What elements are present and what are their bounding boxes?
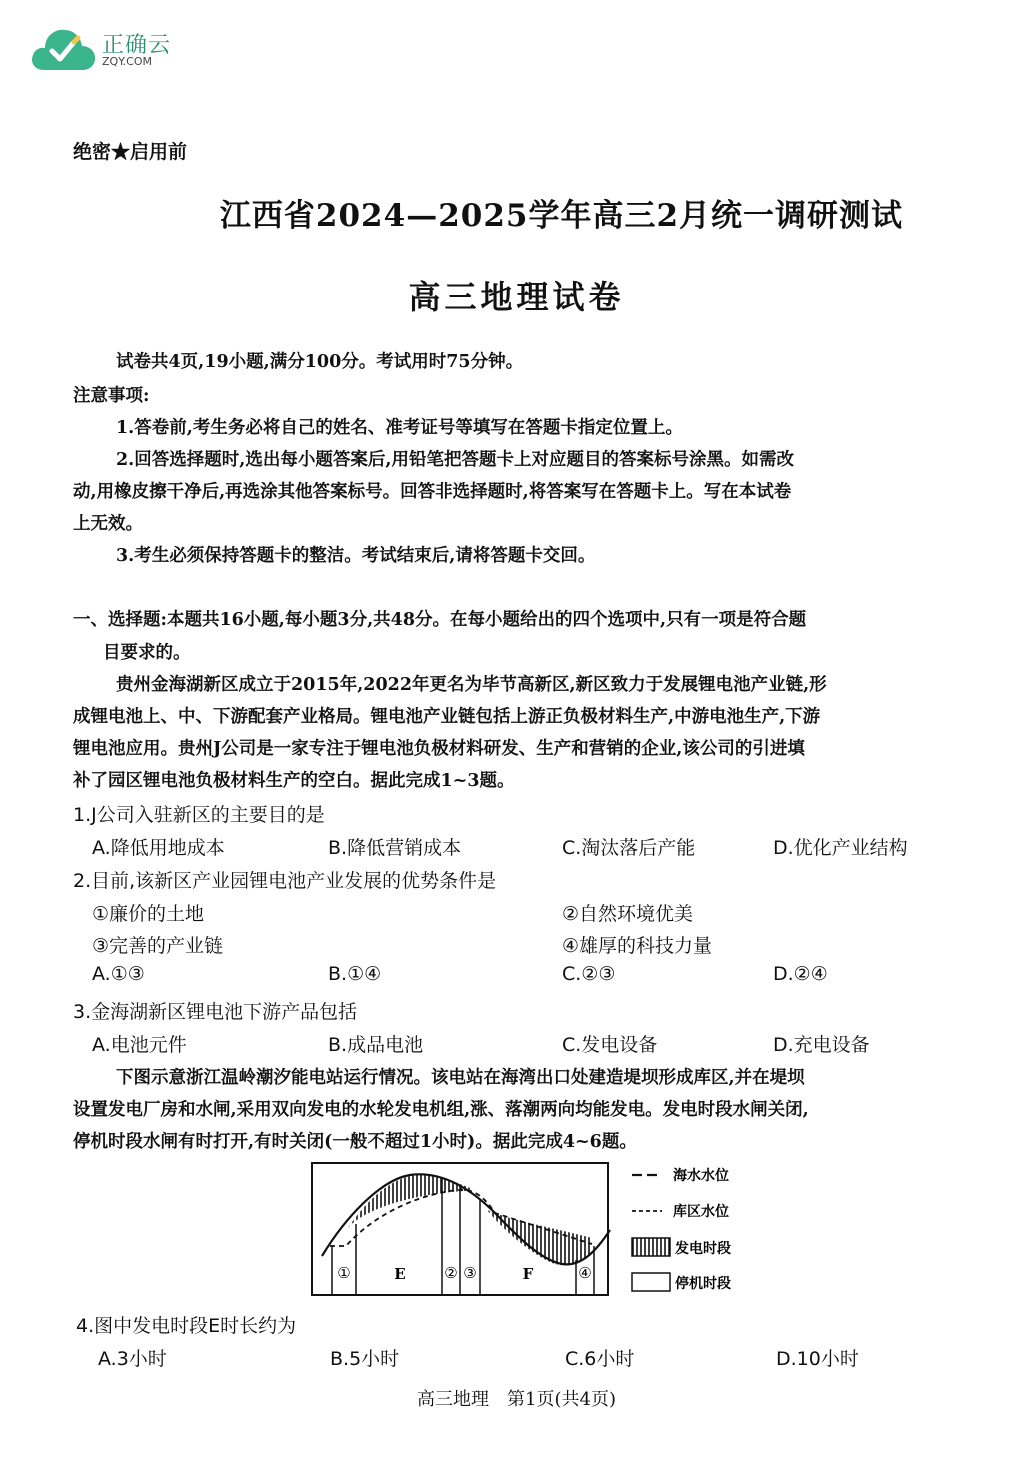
tidal-power-diagram [300, 1158, 760, 1303]
passage-1-line-3: 锂电池应用。贵州J公司是一家专注于锂电池负极材料研发、生产和营销的企业,该公司的引进填 [73, 739, 805, 759]
passage-2-line-3: 停机时段水闸有时打开,有时关闭(一般不超过1小时)。据此完成4~6题。 [73, 1132, 637, 1152]
notice-item-2-line-2: 动,用橡皮擦干净后,再选涂其他答案标号。回答非选择题时,将答案写在答题卡上。写在本试卷 [73, 482, 792, 502]
legend-generating-swatch [632, 1238, 670, 1256]
notice-item-3: 3.考生必须保持答题卡的整洁。考试结束后,请将答题卡交回。 [116, 546, 596, 566]
question-1-option-d: D.优化产业结构 [773, 837, 908, 859]
passage-2-line-2: 设置发电厂房和水闸,采用双向发电的水轮发电机组,涨、落潮两向均能发电。发电时段水闸关闭, [73, 1100, 809, 1120]
question-1-stem: 1.J公司入驻新区的主要目的是 [73, 804, 325, 826]
confidential-label: 绝密★启用前 [73, 141, 188, 163]
question-2-statement-3: ③完善的产业链 [92, 935, 224, 957]
period-label-e: E [394, 1265, 406, 1283]
brand-name-cn: 正确云 [102, 33, 172, 58]
legend-stopped-swatch [632, 1273, 670, 1291]
question-3-option-c: C.发电设备 [562, 1034, 658, 1056]
question-4-option-c: C.6小时 [565, 1348, 635, 1370]
brand-logo [30, 20, 180, 80]
exam-title: 江西省2024—2025学年高三2月统一调研测试 [219, 198, 904, 234]
period-label-4: ④ [578, 1264, 592, 1282]
question-4-option-b: B.5小时 [330, 1348, 400, 1370]
legend-reservoir-label: 库区水位 [673, 1204, 729, 1220]
notice-heading: 注意事项: [73, 386, 150, 406]
question-1-option-a: A.降低用地成本 [92, 837, 225, 859]
period-label-1: ① [337, 1264, 351, 1282]
question-2-option-a: A.①③ [92, 963, 145, 985]
question-2-stem: 2.目前,该新区产业园锂电池产业发展的优势条件是 [73, 870, 497, 892]
exam-subtitle: 高三地理试卷 [408, 278, 625, 316]
question-2-option-c: C.②③ [562, 963, 616, 985]
cloud-check-icon [30, 24, 96, 74]
exam-intro: 试卷共4页,19小题,满分100分。考试用时75分钟。 [116, 352, 524, 372]
question-4-stem: 4.图中发电时段E时长约为 [76, 1315, 297, 1337]
notice-item-2-line-1: 2.回答选择题时,选出每小题答案后,用铅笔把答题卡上对应题目的答案标号涂黑。如需改 [116, 450, 794, 470]
question-2-statement-2: ②自然环境优美 [562, 903, 694, 925]
period-label-f: F [522, 1265, 534, 1283]
section-heading-line-1: 一、选择题:本题共16小题,每小题3分,共48分。在每小题给出的四个选项中,只有一项是符合题 [73, 610, 807, 630]
page-footer: 高三地理 第1页(共4页) [417, 1389, 616, 1410]
legend-generating-label: 发电时段 [675, 1241, 731, 1257]
question-3-option-a: A.电池元件 [92, 1034, 187, 1056]
period-label-3: ③ [463, 1264, 477, 1282]
passage-2-line-1: 下图示意浙江温岭潮汐能电站运行情况。该电站在海湾出口处建造堤坝形成库区,并在堤坝 [116, 1068, 805, 1088]
passage-1-line-2: 成锂电池上、中、下游配套产业格局。锂电池产业链包括上游正负极材料生产,中游电池生产,下游 [73, 707, 821, 727]
notice-item-2-line-3: 上无效。 [73, 514, 143, 534]
notice-item-1: 1.答卷前,考生务必将自己的姓名、准考证号等填写在答题卡指定位置上。 [116, 418, 683, 438]
question-2-statement-4: ④雄厚的科技力量 [562, 935, 713, 957]
question-4-option-d: D.10小时 [776, 1348, 859, 1370]
passage-1-line-1: 贵州金海湖新区成立于2015年,2022年更名为毕节高新区,新区致力于发展锂电池产业链,形 [116, 675, 827, 695]
question-3-option-b: B.成品电池 [328, 1034, 424, 1056]
question-4-option-a: A.3小时 [98, 1348, 167, 1370]
passage-1-line-4: 补了园区锂电池负极材料生产的空白。据此完成1~3题。 [73, 771, 515, 791]
legend-stopped-label: 停机时段 [675, 1276, 731, 1292]
question-3-stem: 3.金海湖新区锂电池下游产品包括 [73, 1001, 358, 1023]
question-1-option-b: B.降低营销成本 [328, 837, 462, 859]
question-2-option-d: D.②④ [773, 963, 828, 985]
section-heading-line-2: 目要求的。 [103, 643, 191, 663]
legend-sea-label: 海水水位 [673, 1168, 729, 1184]
generating-area-f [487, 1210, 592, 1265]
question-2-statement-1: ①廉价的土地 [92, 903, 205, 925]
question-1-option-c: C.淘汰落后产能 [562, 837, 696, 859]
question-2-option-b: B.①④ [328, 963, 382, 985]
question-3-option-d: D.充电设备 [773, 1034, 870, 1056]
brand-name-en: ZQY.COM [102, 55, 153, 68]
period-label-2: ② [444, 1264, 458, 1282]
